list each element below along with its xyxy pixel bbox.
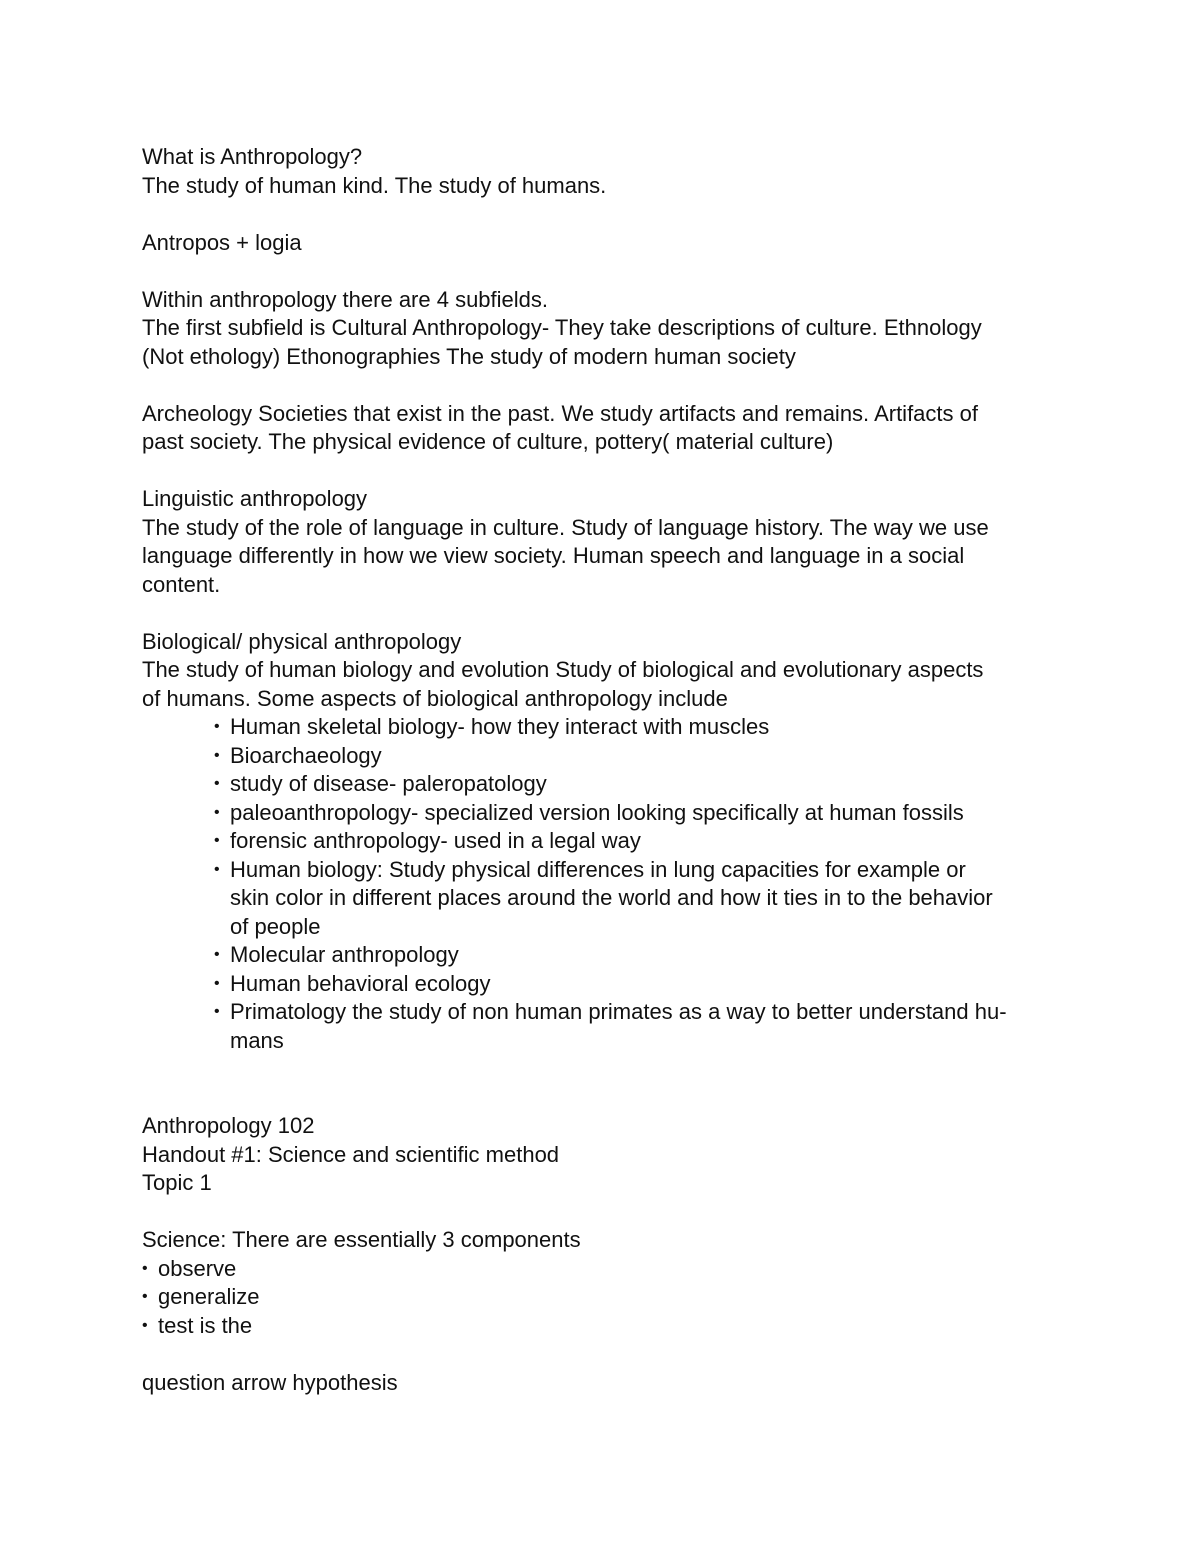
paragraph-line: past society. The physical evidence of culture, pottery( material culture)	[142, 429, 834, 454]
paragraph-line: content.	[142, 571, 221, 597]
spacer	[142, 1198, 1062, 1227]
list-item: • test is the	[142, 1312, 1062, 1341]
list-item	[214, 799, 1062, 828]
list-item	[214, 770, 1062, 799]
list-item: • observe	[142, 1255, 1062, 1284]
list-item-line: • Human skeletal biology- how they interact with muscles	[230, 714, 770, 739]
paragraph-line: of humans. Some aspects of biological anthropology include	[142, 685, 728, 711]
science-components-list	[142, 1255, 1062, 1341]
list-item-line: • Bioarchaeology	[230, 742, 382, 768]
paragraph-line: (Not ethology) Ethonographies The study of modern human society	[142, 343, 796, 369]
list-item: • generalize	[142, 1283, 1062, 1312]
closing-line: question arrow hypothesis	[142, 1369, 398, 1395]
list-item	[214, 713, 1062, 742]
definition-text: The study of human kind. The study of humans.	[142, 172, 607, 198]
list-item	[214, 941, 1062, 970]
spacer	[142, 1340, 1062, 1369]
list-item	[214, 970, 1062, 999]
paragraph-line: The first subfield is Cultural Anthropology- They take descriptions of culture. Ethnology	[142, 315, 982, 340]
list-item-line: • Primatology the study of non human primates as a way to better understand hu-	[230, 999, 1007, 1024]
list-item-line: • Human biology: Study physical differences in lung capacities for example or	[230, 856, 966, 882]
list-item-line: • Molecular anthropology	[230, 942, 459, 967]
biological-heading: Biological/ physical anthropology	[142, 628, 462, 654]
linguistic-heading: Linguistic anthropology	[142, 486, 368, 511]
list-item	[214, 742, 1062, 771]
paragraph-line: language differently in how we view society. Human speech and language in a social	[142, 543, 965, 568]
list-item-line: skin color in different places around the world and how it ties in to the behavior	[230, 885, 993, 910]
list-item-line: mans	[230, 1027, 284, 1053]
course-title: Anthropology 102	[142, 1113, 315, 1138]
subfields-intro: Within anthropology there are 4 subfields.	[142, 286, 549, 312]
document-page	[142, 143, 1062, 1397]
paragraph-line: The study of the role of language in culture. Study of language history. The way we use	[142, 514, 989, 540]
biological-aspects-list	[142, 713, 1062, 1055]
spacer	[142, 457, 1062, 486]
list-item-line: • forensic anthropology- used in a legal way	[230, 828, 641, 853]
spacer	[142, 599, 1062, 628]
spacer	[142, 257, 1062, 286]
etymology-text: Antropos + logia	[142, 229, 302, 255]
list-item-line: • Human behavioral ecology	[230, 970, 491, 996]
archeology-paragraph	[142, 400, 1062, 457]
list-item-line: of people	[230, 913, 321, 939]
list-item	[214, 998, 1062, 1055]
list-item-line: • paleoanthropology- specialized version looking specifically at human fossils	[230, 799, 964, 825]
paragraph-line: Archeology Societies that exist in the past. We study artifacts and remains. Artifacts of	[142, 400, 978, 426]
paragraph-line: The study of human biology and evolution Study of biological and evolutionary aspects	[142, 657, 984, 682]
linguistic-paragraph	[142, 514, 1062, 600]
list-item-line: • study of disease- paleropatology	[230, 771, 547, 796]
list-item	[214, 856, 1062, 942]
handout-title: Handout #1: Science and scientific method	[142, 1141, 560, 1167]
biological-paragraph	[142, 656, 1062, 713]
heading-what-is-anthropology: What is Anthropology?	[142, 144, 363, 169]
spacer	[142, 200, 1062, 229]
topic-label: Topic 1	[142, 1170, 212, 1195]
spacer	[142, 1055, 1062, 1112]
cultural-paragraph	[142, 314, 1062, 371]
science-intro: Science: There are essentially 3 components	[142, 1227, 581, 1252]
spacer	[142, 371, 1062, 400]
list-item	[214, 827, 1062, 856]
